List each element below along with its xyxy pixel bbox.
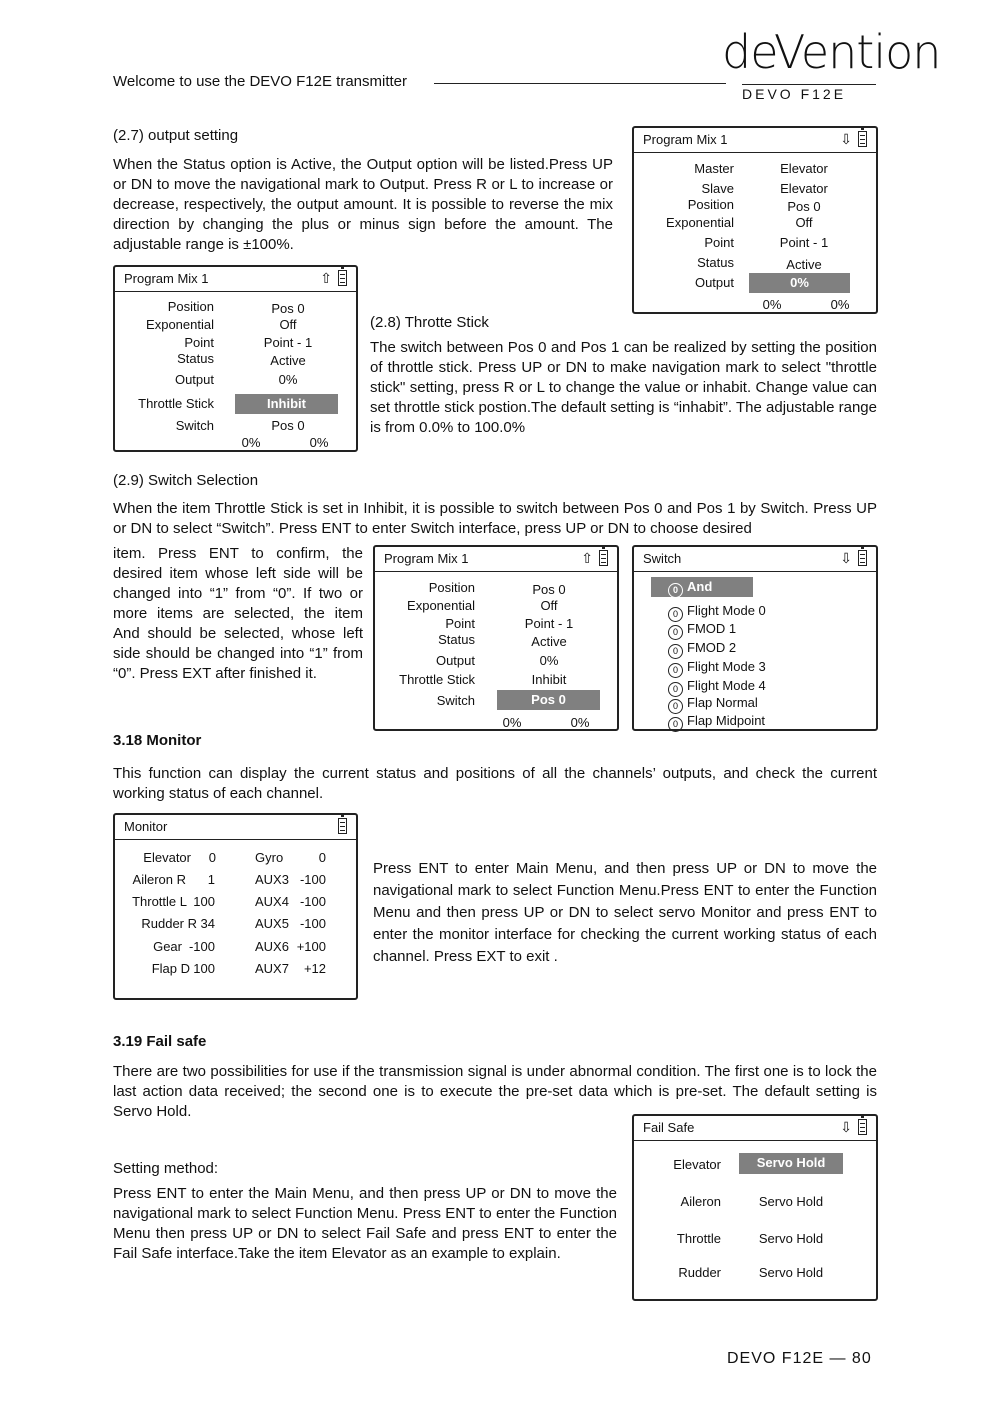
monitor-channel-name: AUX4 — [255, 894, 289, 909]
screen-switch-list — [632, 545, 878, 731]
section-2-7-body: When the Status option is Active, the Output option will be listed.Press UP or DN to move the navigational mark to Output. Press R or L to increase or decrease, respectively, the output amount. It is possible to reverse the mix direction by changing the plus or minus sign before the amount. The adjustable range is ±100%. — [113, 156, 613, 253]
row-value: Inhibit — [531, 672, 567, 687]
row-label: Output — [694, 275, 734, 290]
elevator-value-selected[interactable]: Servo Hold — [739, 1153, 843, 1174]
state-zero-icon: 0 — [668, 663, 683, 678]
row-value: Pos 0 — [532, 582, 566, 597]
monitor-channel-name: Throttle L — [132, 894, 187, 909]
screen-title: Program Mix 1 — [643, 132, 728, 147]
monitor-channel-name: Gear — [153, 939, 182, 954]
row-label: Position — [428, 580, 475, 595]
section-2-8-heading: (2.8) Throtte Stick — [370, 314, 489, 331]
section-2-9-side: item. Press ENT to confirm, the desired item whose left side will be changed into “1” from “0”. If two or more items are selected, the item And should be selected, whose left side should be changed into “1” from “0”. Press EXT after finished it. — [113, 545, 363, 682]
row-value: Active — [270, 353, 306, 368]
screen-title: Fail Safe — [643, 1120, 695, 1135]
monitor-channel-name: Gyro — [255, 850, 284, 865]
switch-item[interactable] — [668, 621, 736, 640]
header-rule — [434, 83, 726, 84]
row-label: Slave — [701, 181, 734, 196]
screen-program-mix-throttle — [113, 265, 358, 452]
monitor-channel-name: AUX5 — [255, 916, 289, 931]
monitor-channel-value: -100 — [188, 939, 215, 954]
row-value: Point - 1 — [263, 335, 313, 350]
row-label: Status — [177, 351, 214, 366]
footer-left-value: 0% — [502, 715, 522, 730]
footer-left-value: 0% — [241, 435, 261, 450]
logo-model: DEVO F12E — [742, 86, 847, 102]
switch-item-label: Flight Mode 0 — [687, 603, 766, 618]
row-label: Switch — [175, 418, 214, 433]
row-value: Pos 0 — [787, 199, 821, 214]
screen-title-bar — [634, 128, 876, 153]
switch-item[interactable] — [668, 603, 766, 622]
screen-monitor — [113, 813, 358, 1000]
monitor-channel-name: Aileron R — [132, 872, 186, 887]
row-value: Active — [531, 634, 567, 649]
row-value: 0% — [539, 653, 559, 668]
monitor-channel-value: +12 — [303, 961, 326, 976]
monitor-channel-value: -100 — [299, 872, 326, 887]
row-value: Pos 0 — [271, 418, 305, 433]
row-value: Off — [279, 317, 297, 332]
row-label: Throttle Stick — [399, 672, 475, 687]
monitor-channel-value: 0 — [318, 850, 326, 865]
section-3-18-side: Press ENT to enter Main Menu, and then press UP or DN to move the navigational mark to select Function Menu.Press ENT to enter the Function Menu and then press UP or DN to select servo Monitor and press ENT to enter the monitor interface for checking the current working status of each channel. Press EXT to exit . — [373, 860, 877, 965]
monitor-channel-name: Rudder R — [141, 916, 197, 931]
screen-title-bar — [115, 267, 356, 292]
section-2-9-heading: (2.9) Switch Selection — [113, 472, 259, 489]
up-arrow-icon: ⇧ — [581, 549, 593, 566]
screen-title: Switch — [643, 551, 682, 566]
row-value: Off — [540, 598, 558, 613]
battery-icon — [338, 818, 347, 834]
battery-icon — [599, 550, 608, 566]
row-value: Off — [795, 215, 813, 230]
row-label: Throttle — [676, 1231, 721, 1246]
row-label: Aileron — [680, 1194, 721, 1209]
row-label: Switch — [436, 693, 475, 708]
row-value: 0% — [278, 372, 298, 387]
header-welcome: Welcome to use the DEVO F12E transmitter — [113, 73, 408, 90]
logo-rule — [742, 84, 876, 85]
up-arrow-icon: ⇧ — [320, 269, 332, 286]
switch-item[interactable] — [668, 640, 736, 659]
screen-program-mix-output — [632, 126, 878, 314]
screen-title: Monitor — [124, 819, 168, 834]
switch-value-selected[interactable]: Pos 0 — [497, 690, 600, 710]
brand-logo: deVention — [722, 25, 941, 79]
row-label: Rudder — [678, 1265, 721, 1280]
battery-icon — [858, 131, 867, 147]
section-2-9-body: When the item Throttle Stick is set in Inhibit, it is possible to switch between Pos 0 and Pos 1 by Switch. Press UP or DN to select “Switch”. Press ENT to enter Switch interface, press UP or DN to choose desired — [113, 500, 877, 537]
row-label: Position — [167, 299, 214, 314]
footer-right-value: 0% — [570, 715, 590, 730]
state-zero-icon: 0 — [668, 717, 683, 732]
section-3-19-heading: 3.19 Fail safe — [113, 1033, 207, 1050]
row-value: Servo Hold — [758, 1265, 824, 1280]
monitor-channel-value: +100 — [296, 939, 326, 954]
monitor-channel-value: 100 — [193, 961, 215, 976]
monitor-channel-name: AUX6 — [255, 939, 289, 954]
throttle-stick-selected[interactable]: Inhibit — [235, 394, 338, 414]
row-value: Point - 1 — [779, 235, 829, 250]
switch-item-label: Flap Midpoint — [687, 713, 766, 728]
monitor-channel-name: AUX7 — [255, 961, 289, 976]
row-label: Output — [435, 653, 475, 668]
screen-title-bar — [115, 815, 356, 840]
switch-item-and-selected[interactable] — [651, 577, 753, 597]
switch-item[interactable] — [668, 695, 758, 714]
down-arrow-icon: ⇩ — [840, 549, 852, 566]
battery-icon — [858, 1119, 867, 1135]
switch-item-label: FMOD 1 — [687, 621, 737, 636]
row-label: Point — [704, 235, 734, 250]
section-2-8-body: The switch between Pos 0 and Pos 1 can be realized by setting the position of throttle stick. Press UP or DN to make navigation mark to select "throttle stick" setting, press R or L to change the value or inhabit. Change value can set throttle stick postion.The default setting is “inhabit”. The adjustable range is from 0.0% to 100.0% — [370, 339, 877, 436]
screen-title: Program Mix 1 — [384, 551, 469, 566]
screen-title-bar — [634, 1116, 876, 1141]
switch-item-label: Flight Mode 3 — [687, 659, 766, 674]
section-2-7-heading: (2.7) output setting — [113, 127, 239, 144]
row-label: Position — [687, 197, 734, 212]
row-label: Status — [438, 632, 475, 647]
row-label: Exponential — [666, 215, 734, 230]
switch-item[interactable] — [668, 659, 766, 678]
monitor-channel-name: AUX3 — [255, 872, 289, 887]
footer-right-value: 0% — [309, 435, 329, 450]
row-value: Point - 1 — [524, 616, 574, 631]
row-label: Output — [174, 372, 214, 387]
screen-title-bar — [375, 547, 617, 572]
state-zero-icon: 0 — [668, 607, 683, 622]
section-3-19-body: There are two possibilities for use if the transmission signal is under abnormal condition. The first one is to lock the last action data received; the second one is to execute the pre-set data which is pre-set. The default setting is Servo Hold. — [113, 1063, 877, 1120]
switch-item[interactable] — [668, 713, 765, 732]
monitor-channel-value: 100 — [193, 894, 215, 909]
screen-title-bar — [634, 547, 876, 572]
switch-item-label: Flight Mode 4 — [687, 678, 766, 693]
row-value: Servo Hold — [758, 1194, 824, 1209]
setting-method-label: Setting method: — [113, 1160, 219, 1177]
state-zero-icon: 0 — [668, 699, 683, 714]
row-label: Point — [184, 335, 214, 350]
state-zero-icon: 0 — [668, 625, 683, 640]
footer-left-value: 0% — [762, 297, 782, 312]
row-label: Throttle Stick — [138, 396, 214, 411]
row-label: Elevator — [673, 1157, 721, 1172]
monitor-channel-name: Elevator — [143, 850, 191, 865]
screen-fail-safe — [632, 1114, 878, 1301]
row-label: Point — [445, 616, 475, 631]
monitor-channel-name: Flap D — [151, 961, 190, 976]
battery-icon — [858, 550, 867, 566]
monitor-channel-value: -100 — [299, 894, 326, 909]
row-value: Pos 0 — [271, 301, 305, 316]
row-value: Active — [786, 257, 822, 272]
row-label: Exponential — [146, 317, 214, 332]
section-3-18-body: This function can display the current status and positions of all the channels’ outputs, and check the current working status of each channel. — [113, 765, 877, 802]
screen-program-mix-switch — [373, 545, 619, 731]
row-value: Elevator — [780, 181, 828, 196]
row-label: Master — [694, 161, 734, 176]
output-value-selected[interactable]: 0% — [749, 273, 850, 293]
section-3-18-heading: 3.18 Monitor — [113, 732, 202, 749]
state-zero-icon: 0 — [668, 682, 683, 697]
state-zero-icon: 0 — [668, 644, 683, 659]
screen-title: Program Mix 1 — [124, 271, 209, 286]
down-arrow-icon: ⇩ — [840, 1118, 852, 1135]
setting-method-body: Press ENT to enter the Main Menu, and then press UP or DN to move the navigational mark to select Function Menu. Press ENT to enter the Function Menu then press UP or DN to select Fail Safe and press ENT to enter the Fail Safe interface.Take the item Elevator as an example to explain. — [113, 1185, 617, 1262]
row-label: Exponential — [407, 598, 475, 613]
switch-item-label: And — [687, 579, 713, 594]
page-footer: DEVO F12E — 80 — [727, 1350, 872, 1367]
row-label: Status — [697, 255, 734, 270]
monitor-channel-value: 1 — [207, 872, 215, 887]
monitor-channel-value: 34 — [200, 916, 215, 931]
down-arrow-icon: ⇩ — [840, 130, 852, 147]
battery-icon — [338, 270, 347, 286]
state-zero-icon: 0 — [668, 583, 683, 598]
switch-item-label: Flap Normal — [687, 695, 758, 710]
monitor-channel-value: -100 — [299, 916, 326, 931]
row-value: Servo Hold — [758, 1231, 824, 1246]
monitor-channel-value: 0 — [208, 850, 216, 865]
footer-right-value: 0% — [830, 297, 850, 312]
switch-item-label: FMOD 2 — [687, 640, 737, 655]
row-value: Elevator — [780, 161, 828, 176]
